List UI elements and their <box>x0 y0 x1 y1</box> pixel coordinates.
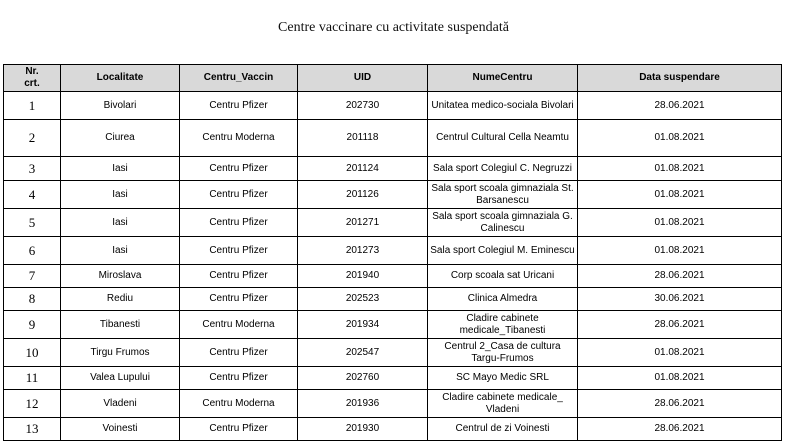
cell-uid: 201934 <box>298 311 428 339</box>
table-row <box>4 367 782 390</box>
cell-centru-vaccin: Centru Pfizer <box>180 418 298 441</box>
cell-nr: 11 <box>4 367 61 390</box>
cell-uid: 201271 <box>298 209 428 237</box>
table-row <box>4 181 782 209</box>
cell-uid: 201930 <box>298 418 428 441</box>
cell-centru-vaccin: Centru Pfizer <box>180 237 298 265</box>
cell-data-suspendare: 01.08.2021 <box>578 157 782 181</box>
cell-centru-vaccin: Centru Pfizer <box>180 339 298 367</box>
cell-nume-centru: Unitatea medico-sociala Bivolari <box>428 92 578 120</box>
cell-centru-vaccin: Centru Moderna <box>180 120 298 157</box>
cell-data-suspendare: 28.06.2021 <box>578 265 782 288</box>
cell-centru-vaccin: Centru Pfizer <box>180 265 298 288</box>
cell-nr: 2 <box>4 120 61 157</box>
cell-centru-vaccin: Centru Pfizer <box>180 209 298 237</box>
cell-uid: 201124 <box>298 157 428 181</box>
cell-data-suspendare: 30.06.2021 <box>578 288 782 311</box>
cell-data-suspendare: 01.08.2021 <box>578 339 782 367</box>
cell-nr: 4 <box>4 181 61 209</box>
cell-localitate: Tibanesti <box>61 311 180 339</box>
cell-uid: 201126 <box>298 181 428 209</box>
cell-nume-centru: Sala sport scoala gimnaziala G. Calinescu <box>428 209 578 237</box>
cell-nume-centru: Cladire cabinete medicale_Tibanesti <box>428 311 578 339</box>
cell-nr: 5 <box>4 209 61 237</box>
cell-nr: 12 <box>4 390 61 418</box>
cell-uid: 201940 <box>298 265 428 288</box>
cell-localitate: Iasi <box>61 181 180 209</box>
table-row <box>4 209 782 237</box>
header-uid: UID <box>298 65 428 92</box>
cell-nume-centru: Cladire cabinete medicale_ Vladeni <box>428 390 578 418</box>
page-title: Centre vaccinare cu activitate suspendată <box>278 20 509 35</box>
cell-uid: 201936 <box>298 390 428 418</box>
cell-nume-centru: Centrul Cultural Cella Neamtu <box>428 120 578 157</box>
cell-data-suspendare: 01.08.2021 <box>578 209 782 237</box>
table-row <box>4 339 782 367</box>
vaccination-centers-table <box>3 64 782 441</box>
cell-nume-centru: Sala sport Colegiul C. Negruzzi <box>428 157 578 181</box>
cell-nume-centru: Corp scoala sat Uricani <box>428 265 578 288</box>
cell-uid: 201118 <box>298 120 428 157</box>
table-row <box>4 157 782 181</box>
header-nume-centru: NumeCentru <box>428 65 578 92</box>
cell-nr: 13 <box>4 418 61 441</box>
cell-data-suspendare: 01.08.2021 <box>578 120 782 157</box>
cell-nume-centru: Centrul 2_Casa de cultura Targu-Frumos <box>428 339 578 367</box>
cell-localitate: Rediu <box>61 288 180 311</box>
cell-uid: 202730 <box>298 92 428 120</box>
table-row <box>4 120 782 157</box>
header-data-suspendare: Data suspendare <box>578 65 782 92</box>
cell-localitate: Vladeni <box>61 390 180 418</box>
cell-data-suspendare: 28.06.2021 <box>578 92 782 120</box>
cell-nr: 9 <box>4 311 61 339</box>
cell-localitate: Iasi <box>61 209 180 237</box>
cell-uid: 202547 <box>298 339 428 367</box>
cell-nume-centru: Sala sport Colegiul M. Eminescu <box>428 237 578 265</box>
cell-localitate: Miroslava <box>61 265 180 288</box>
cell-nume-centru: Clinica Almedra <box>428 288 578 311</box>
cell-uid: 202760 <box>298 367 428 390</box>
table-row <box>4 265 782 288</box>
table-row <box>4 92 782 120</box>
header-localitate: Localitate <box>61 65 180 92</box>
cell-centru-vaccin: Centru Moderna <box>180 311 298 339</box>
cell-centru-vaccin: Centru Pfizer <box>180 92 298 120</box>
cell-localitate: Iasi <box>61 237 180 265</box>
cell-nume-centru: SC Mayo Medic SRL <box>428 367 578 390</box>
cell-nume-centru: Sala sport scoala gimnaziala St. Barsanescu <box>428 181 578 209</box>
table-row <box>4 288 782 311</box>
cell-data-suspendare: 01.08.2021 <box>578 367 782 390</box>
cell-centru-vaccin: Centru Pfizer <box>180 181 298 209</box>
table-row <box>4 418 782 441</box>
table-header-row <box>4 65 782 92</box>
cell-data-suspendare: 28.06.2021 <box>578 418 782 441</box>
cell-centru-vaccin: Centru Pfizer <box>180 288 298 311</box>
cell-uid: 201273 <box>298 237 428 265</box>
cell-nr: 10 <box>4 339 61 367</box>
cell-centru-vaccin: Centru Pfizer <box>180 367 298 390</box>
cell-data-suspendare: 01.08.2021 <box>578 237 782 265</box>
cell-nr: 7 <box>4 265 61 288</box>
cell-nr: 8 <box>4 288 61 311</box>
cell-localitate: Valea Lupului <box>61 367 180 390</box>
cell-localitate: Tirgu Frumos <box>61 339 180 367</box>
cell-localitate: Iasi <box>61 157 180 181</box>
cell-data-suspendare: 28.06.2021 <box>578 311 782 339</box>
cell-centru-vaccin: Centru Moderna <box>180 390 298 418</box>
header-nr-crt: Nr. crt. <box>4 65 61 92</box>
cell-centru-vaccin: Centru Pfizer <box>180 157 298 181</box>
table-row <box>4 390 782 418</box>
cell-data-suspendare: 01.08.2021 <box>578 181 782 209</box>
cell-uid: 202523 <box>298 288 428 311</box>
cell-nume-centru: Centrul de zi Voinesti <box>428 418 578 441</box>
cell-localitate: Bivolari <box>61 92 180 120</box>
cell-nr: 1 <box>4 92 61 120</box>
cell-nr: 6 <box>4 237 61 265</box>
header-centru-vaccin: Centru_Vaccin <box>180 65 298 92</box>
table-row <box>4 311 782 339</box>
cell-data-suspendare: 28.06.2021 <box>578 390 782 418</box>
cell-localitate: Ciurea <box>61 120 180 157</box>
table-row <box>4 237 782 265</box>
cell-localitate: Voinesti <box>61 418 180 441</box>
cell-nr: 3 <box>4 157 61 181</box>
